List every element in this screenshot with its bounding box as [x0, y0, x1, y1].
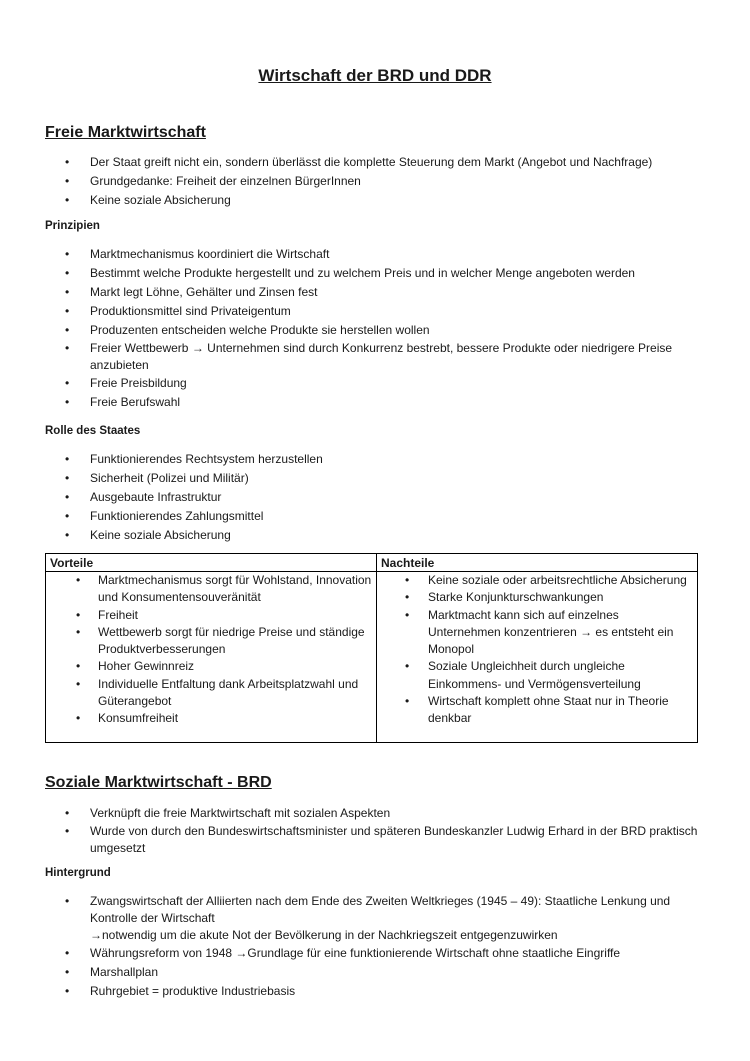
list-item: • Ruhrgebiet = produktive Industriebasis — [45, 982, 710, 1001]
subheading-hintergrund: Hintergrund — [45, 867, 111, 879]
list-item: • Marktmechanismus koordiniert die Wirtschaft — [45, 245, 710, 264]
list-item: • Funktionierendes Rechtsystem herzustellen — [45, 450, 710, 469]
list-item: • Funktionierendes Zahlungsmittel — [45, 507, 710, 526]
table-list-item: • Wettbewerb sorgt für niedrige Preise und ständige Produktverbesserungen — [46, 624, 376, 659]
page-title: Wirtschaft der BRD und DDR — [258, 66, 492, 85]
hintergrund-text: Zwangswirtschaft der Alliierten nach dem Ende des Zweiten Weltkrieges (1945 – 49): Staatliche Lenkung und Kontrolle der Wirtschaft — [90, 894, 671, 925]
list-item: • Wurde von durch den Bundeswirtschaftsminister und späteren Bundeskanzler Ludwig Erhard in der BRD praktisch umgesetzt — [45, 823, 710, 857]
list-item: • Verknüpft die freie Marktwirtschaft mit sozialen Aspekten — [45, 804, 710, 823]
table-list-item: • Hoher Gewinnreiz — [46, 658, 376, 675]
vorteile-column — [46, 554, 377, 742]
list-item: • Keine soziale Absicherung — [45, 526, 710, 545]
list-item: • Währungsreform von 1948 →Grundlage für eine funktionierende Wirtschaft ohne staatliche Eingriffe — [45, 944, 710, 963]
list-item: • Produzenten entscheiden welche Produkte sie herstellen wollen — [45, 321, 710, 340]
hintergrund-list — [45, 893, 710, 1001]
list-item: • Grundgedanke: Freiheit der einzelnen BürgerInnen — [45, 172, 710, 191]
list-item: • Ausgebaute Infrastruktur — [45, 488, 710, 507]
intro-list — [45, 153, 710, 210]
table-list-item: • Konsumfreiheit — [46, 710, 376, 727]
list-item: • Sicherheit (Polizei und Militär) — [45, 469, 710, 488]
table-list-item: • Marktmechanismus sorgt für Wohlstand, Innovation und Konsumentensouveränität — [46, 572, 376, 607]
nachteile-header: Nachteile — [377, 554, 697, 572]
table-list-item: • Wirtschaft komplett ohne Staat nur in Theorie denkbar — [377, 693, 697, 728]
subheading-rolle-des-staates: Rolle des Staates — [45, 425, 141, 437]
table-list-item: • Keine soziale oder arbeitsrechtliche Absicherung — [377, 572, 697, 589]
table-list-item: • Individuelle Entfaltung dank Arbeitsplatzwahl und Güterangebot — [46, 676, 376, 711]
table-list-item: • Soziale Ungleichheit durch ungleiche Einkommens- und Vermögensverteilung — [377, 658, 697, 693]
list-item: • Markt legt Löhne, Gehälter und Zinsen fest — [45, 283, 710, 302]
list-item: • Freier Wettbewerb → Unternehmen sind durch Konkurrenz bestrebt, bessere Produkte oder niedrigere Preise anzubieten — [45, 340, 710, 374]
section-heading-freie-marktwirtschaft: Freie Marktwirtschaft — [45, 124, 206, 141]
vorteile-header: Vorteile — [46, 554, 376, 572]
list-item: • Bestimmt welche Produkte hergestellt und zu welchem Preis und in welcher Menge angeboten werden — [45, 264, 710, 283]
list-item: • Der Staat greift nicht ein, sondern überlässt die komplette Steuerung dem Markt (Angebot und Nachfrage) — [45, 153, 710, 172]
table-list-item: • Freiheit — [46, 607, 376, 624]
vorteile-list — [46, 572, 376, 728]
table-list-item: • Marktmacht kann sich auf einzelnes Unternehmen konzentrieren → es entsteht ein Monopol — [377, 607, 697, 659]
hintergrund-continuation: →notwendig um die akute Not der Bevölkerung in der Nachkriegszeit entgegenzuwirken — [90, 928, 558, 942]
list-item: • Marshallplan — [45, 963, 710, 982]
nachteile-list — [377, 572, 697, 728]
list-item: • Produktionsmittel sind Privateigentum — [45, 302, 710, 321]
list-item: • Keine soziale Absicherung — [45, 191, 710, 210]
nachteile-column — [377, 554, 697, 742]
subheading-prinzipien: Prinzipien — [45, 220, 100, 232]
vorteile-nachteile-table — [45, 553, 698, 743]
list-item — [45, 893, 710, 944]
prinzipien-list — [45, 245, 710, 412]
section2-intro-list — [45, 804, 710, 857]
staat-list — [45, 450, 710, 545]
table-list-item: • Starke Konjunkturschwankungen — [377, 589, 697, 606]
list-item: • Freie Preisbildung — [45, 374, 710, 393]
list-item: • Freie Berufswahl — [45, 393, 710, 412]
section-heading-soziale-marktwirtschaft: Soziale Marktwirtschaft - BRD — [45, 774, 272, 791]
